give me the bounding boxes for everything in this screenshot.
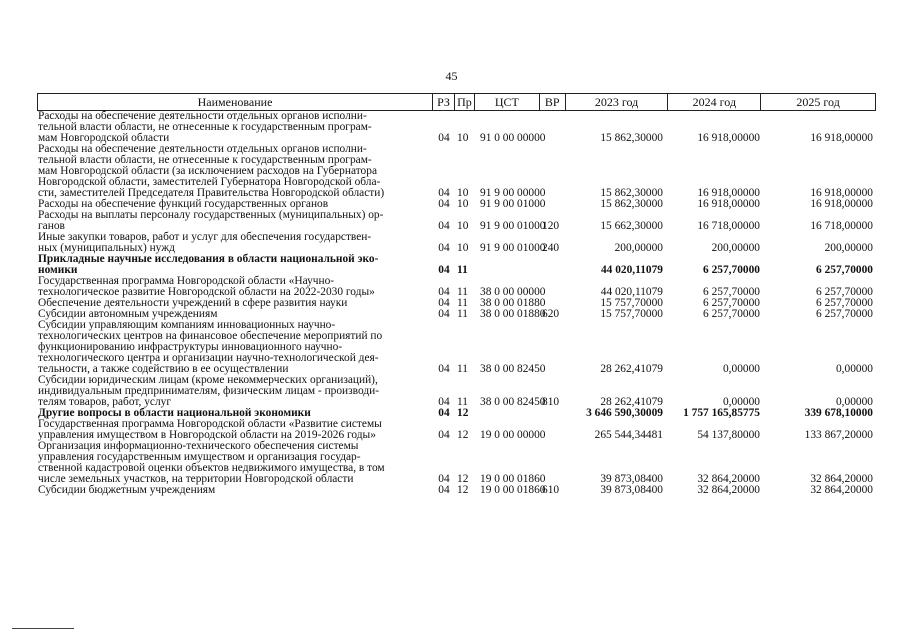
- row-vr: 240: [542, 242, 560, 254]
- row-rz: 04: [438, 396, 450, 408]
- row-pr: 12: [457, 407, 469, 419]
- row-name: Расходы на выплаты персоналу государственных (муниципальных) ор- ганов: [38, 209, 384, 232]
- row-pr: 10: [457, 187, 469, 199]
- row-pr: 12: [457, 429, 469, 441]
- row-amount-2023: 28 262,41079: [600, 363, 663, 375]
- row-cst: 38 0 00 00000: [480, 286, 546, 298]
- budget-table: [37, 93, 876, 496]
- row-amount-2023: 28 262,41079: [600, 396, 663, 408]
- row-amount-2023: 3 646 590,30009: [586, 407, 663, 419]
- row-cst: 91 9 00 00000: [480, 187, 546, 199]
- row-amount-2024: 16 918,00000: [697, 187, 760, 199]
- row-amount-2024: 6 257,70000: [703, 297, 760, 309]
- row-name: Расходы на обеспечение деятельности отдельных органов исполни- тельной власти области, не отнесенные к государственным програм- мам Новгородской области (за исключением расходов на Губернатора Новгородской области, заместителей Губернатора Новгородской обла- сти, заместителей Председателя Правительства Новгородской области): [38, 143, 385, 199]
- row-name: Субсидии бюджетным учреждениям: [38, 484, 216, 496]
- row-amount-2023: 15 862,30000: [600, 187, 663, 199]
- row-amount-2024: 32 864,20000: [697, 473, 760, 485]
- row-amount-2023: 15 662,30000: [600, 220, 663, 232]
- row-amount-2024: 16 918,00000: [697, 132, 760, 144]
- row-rz: 04: [438, 407, 450, 419]
- table-row: [37, 254, 876, 276]
- table-row: [37, 111, 876, 144]
- row-cst: 19 0 00 01860: [480, 473, 546, 485]
- row-pr: 11: [457, 363, 468, 375]
- row-amount-2025: 16 718,00000: [810, 220, 873, 232]
- row-amount-2025: 6 257,70000: [816, 286, 873, 298]
- row-amount-2024: 1 757 165,85775: [683, 407, 760, 419]
- header-2023: 2023 год: [566, 94, 669, 110]
- row-name: Прикладные научные исследования в области национальной эко- номики: [38, 253, 379, 276]
- row-pr: 11: [457, 297, 468, 309]
- row-amount-2025: 32 864,20000: [810, 484, 873, 496]
- row-rz: 04: [438, 187, 450, 199]
- row-name: Государственная программа Новгородской области «Развитие системы управления имуществом в Новгородской области на 2019-2026 годы»: [38, 418, 382, 441]
- row-vr: 120: [542, 220, 560, 232]
- row-pr: 11: [457, 264, 468, 276]
- row-pr: 10: [457, 220, 469, 232]
- row-name: Субсидии юридическим лицам (кроме некоммерческих организаций), индивидуальным предпринимателям, физическим лицам - производи- телям товаров, работ, услуг: [38, 374, 380, 408]
- row-rz: 04: [438, 132, 450, 144]
- row-name: Другие вопросы в области национальной экономики: [38, 407, 311, 419]
- row-amount-2023: 44 020,11079: [600, 264, 663, 276]
- row-cst: 91 9 00 01000: [480, 242, 546, 254]
- row-amount-2023: 44 020,11079: [600, 286, 663, 298]
- row-amount-2023: 39 873,08400: [600, 473, 663, 485]
- table-row: [37, 485, 876, 496]
- table-row: [37, 419, 876, 441]
- table-header: [37, 93, 876, 111]
- row-name: Субсидии автономным учреждениям: [38, 308, 218, 320]
- row-name: Расходы на обеспечение деятельности отдельных органов исполни- тельной власти области, не отнесенные к государственным програм- мам Новгородской области: [38, 110, 372, 144]
- row-vr: 620: [542, 308, 560, 320]
- row-rz: 04: [438, 308, 450, 320]
- row-rz: 04: [438, 297, 450, 309]
- row-amount-2024: 0,00000: [722, 396, 760, 408]
- footnote-rule: [12, 628, 74, 629]
- row-cst: 91 9 00 01000: [480, 220, 546, 232]
- row-cst: 91 0 00 00000: [480, 132, 546, 144]
- row-pr: 11: [457, 286, 468, 298]
- row-amount-2025: 200,00000: [824, 242, 873, 254]
- row-amount-2024: 16 718,00000: [697, 220, 760, 232]
- header-name: Наименование: [38, 94, 433, 110]
- table-row: [37, 210, 876, 232]
- row-amount-2025: 6 257,70000: [816, 297, 873, 309]
- page-number: 45: [445, 69, 458, 83]
- row-cst: 19 0 00 01860: [480, 484, 546, 496]
- row-amount-2023: 15 757,70000: [600, 297, 663, 309]
- row-amount-2024: 6 257,70000: [703, 308, 760, 320]
- row-amount-2024: 32 864,20000: [697, 484, 760, 496]
- row-pr: 11: [457, 396, 468, 408]
- row-rz: 04: [438, 198, 450, 210]
- row-pr: 10: [457, 132, 469, 144]
- header-pr: Пр: [455, 94, 475, 110]
- row-cst: 38 0 00 82450: [480, 396, 546, 408]
- row-rz: 04: [438, 286, 450, 298]
- header-rz: РЗ: [433, 94, 455, 110]
- row-rz: 04: [438, 484, 450, 496]
- row-amount-2024: 200,00000: [711, 242, 760, 254]
- row-amount-2025: 0,00000: [835, 363, 873, 375]
- row-amount-2023: 15 862,30000: [600, 132, 663, 144]
- row-amount-2025: 6 257,70000: [816, 264, 873, 276]
- table-body: [37, 111, 876, 496]
- header-vr: ВР: [540, 94, 566, 110]
- table-row: [37, 144, 876, 199]
- row-name: Субсидии управляющим компаниям инновационных научно- технологических центров на финансовое обеспечение мероприятий по функционированию инфраструктуры инновационного научно- технологического центра и организации научно-технологической дея- тельности, а также содействию в ее осуществлении: [38, 319, 383, 375]
- row-pr: 11: [457, 308, 468, 320]
- row-amount-2024: 6 257,70000: [703, 286, 760, 298]
- header-2025: 2025 год: [796, 95, 840, 109]
- row-amount-2025: 0,00000: [835, 396, 873, 408]
- row-amount-2025: 16 918,00000: [810, 187, 873, 199]
- row-amount-2025: 32 864,20000: [810, 473, 873, 485]
- row-rz: 04: [438, 220, 450, 232]
- row-amount-2025: 16 918,00000: [810, 198, 873, 210]
- table-row: [37, 320, 876, 375]
- row-pr: 12: [457, 473, 469, 485]
- row-name: Организация информационно-технического обеспечения системы управления государственным имуществом и организация государ- ственной кадастровой оценки объектов недвижимого имущества, в том числе земельных участков, на территории Новгородской области: [38, 440, 385, 485]
- header-2024: 2024 год: [668, 94, 761, 110]
- row-amount-2025: 6 257,70000: [816, 308, 873, 320]
- table-row: [37, 276, 876, 298]
- row-amount-2024: 6 257,70000: [703, 264, 760, 276]
- row-amount-2025: 133 867,20000: [804, 429, 873, 441]
- header-cst: ЦСТ: [475, 94, 540, 110]
- row-pr: 10: [457, 198, 469, 210]
- row-name: Иные закупки товаров, работ и услуг для обеспечения государствен- ных (муниципальных) нужд: [38, 231, 372, 254]
- row-amount-2024: 0,00000: [722, 363, 760, 375]
- row-name: Расходы на обеспечение функций государственных органов: [38, 198, 329, 210]
- row-cst: 38 0 00 82450: [480, 363, 546, 375]
- row-amount-2023: 15 757,70000: [600, 308, 663, 320]
- row-cst: 38 0 00 01880: [480, 297, 546, 309]
- row-name: Обеспечение деятельности учреждений в сфере развития науки: [38, 297, 348, 309]
- row-amount-2023: 39 873,08400: [600, 484, 663, 496]
- row-cst: 91 9 00 01000: [480, 198, 546, 210]
- row-name: Государственная программа Новгородской области «Научно- технологическое развитие Новгородской области на 2022-2030 годы»: [38, 275, 375, 298]
- table-row: [37, 375, 876, 408]
- row-amount-2023: 200,00000: [614, 242, 663, 254]
- row-pr: 12: [457, 484, 469, 496]
- row-vr: 610: [542, 484, 560, 496]
- row-vr: 810: [542, 396, 560, 408]
- row-cst: 38 0 00 01880: [480, 308, 546, 320]
- row-cst: 19 0 00 00000: [480, 429, 546, 441]
- table-row: [37, 441, 876, 485]
- row-rz: 04: [438, 473, 450, 485]
- row-rz: 04: [438, 242, 450, 254]
- row-rz: 04: [438, 363, 450, 375]
- row-amount-2024: 16 918,00000: [697, 198, 760, 210]
- row-amount-2023: 15 862,30000: [600, 198, 663, 210]
- row-rz: 04: [438, 264, 450, 276]
- row-amount-2024: 54 137,80000: [697, 429, 760, 441]
- row-pr: 10: [457, 242, 469, 254]
- row-amount-2025: 16 918,00000: [810, 132, 873, 144]
- row-rz: 04: [438, 429, 450, 441]
- row-amount-2025: 339 678,10000: [804, 407, 873, 419]
- table-row: [37, 232, 876, 254]
- row-amount-2023: 265 544,34481: [594, 429, 663, 441]
